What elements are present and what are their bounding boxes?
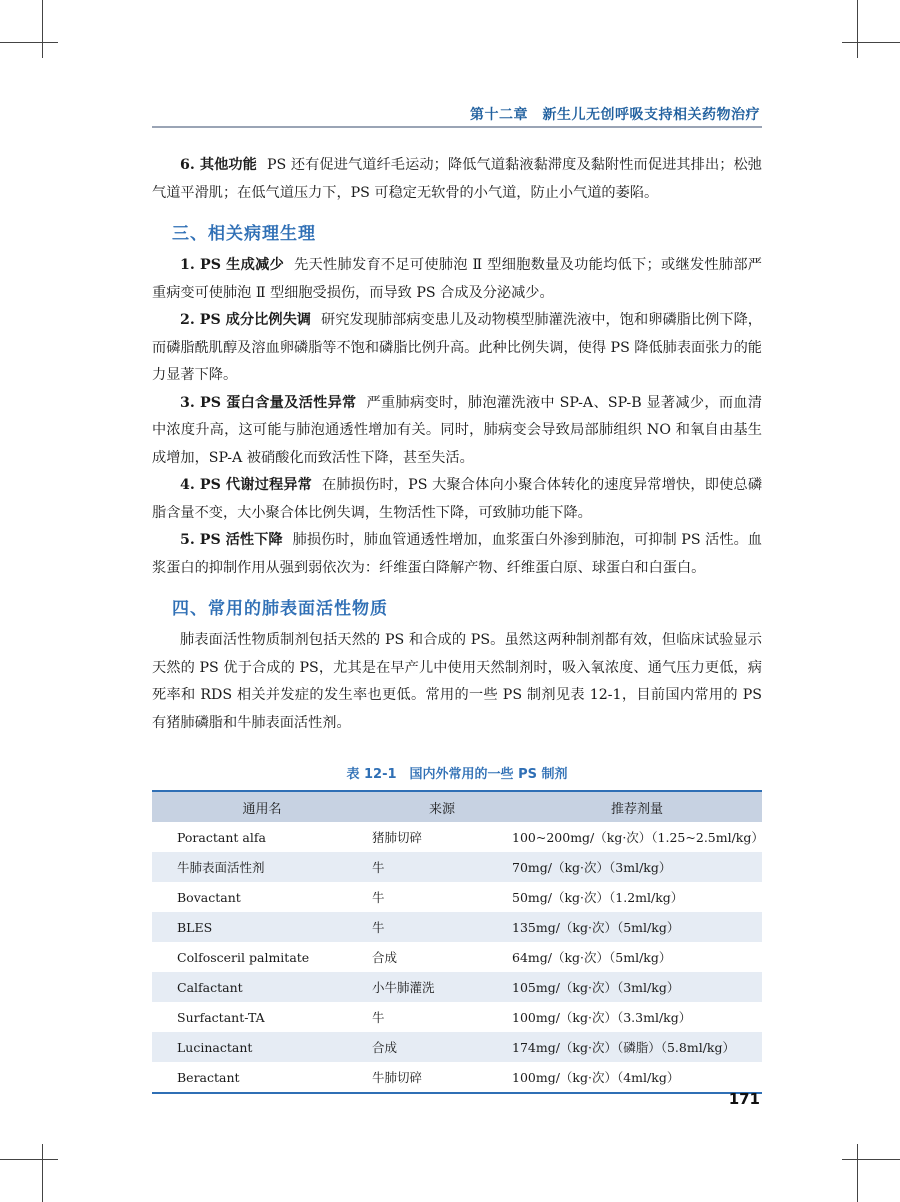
paragraph-label: 6. 其他功能	[180, 157, 257, 173]
cell-source: 合成	[372, 950, 398, 965]
cell-dose: 70mg/（kg·次）（3ml/kg）	[512, 852, 762, 882]
page-content	[152, 152, 762, 1094]
crop-mark-top-left-h	[0, 42, 58, 43]
crop-mark-bottom-left-h	[0, 1159, 58, 1160]
paragraph-item-4	[152, 472, 762, 527]
paragraph-item-3	[152, 390, 762, 473]
paragraph-item-1	[152, 252, 762, 307]
cell-source: 牛	[372, 852, 512, 882]
cell-source: 牛	[372, 912, 512, 942]
paragraph-other-functions	[152, 152, 762, 207]
header-rule	[152, 126, 762, 128]
cell-generic-name: Poractant alfa	[177, 829, 266, 845]
table-row	[152, 912, 762, 942]
cell-source: 牛	[372, 1010, 385, 1025]
paragraph-label: 4. PS 代谢过程异常	[180, 477, 313, 493]
cell-dose: 100mg/（kg·次）（4ml/kg）	[512, 1070, 680, 1085]
paragraph-text: PS 还有促进气道纤毛运动；降低气道黏液黏滞度及黏附性而促进其排出；松弛气道平滑肌；在低气道压力下，PS 可稳定无软骨的小气道，防止小气道的萎陷。	[152, 157, 762, 201]
crop-mark-top-right-h	[842, 42, 900, 43]
column-header-dose: 推荐剂量	[512, 791, 762, 822]
cell-source: 牛	[372, 890, 385, 905]
column-header-source: 来源	[372, 791, 512, 822]
section-heading-pathophysiology: 三、相关病理生理	[172, 224, 316, 244]
paragraph-text: 先天性肺发育不足可使肺泡 Ⅱ 型细胞数量及功能均低下；或继发性肺部严重病变可使肺泡 Ⅱ 型细胞受损伤，而导致 PS 合成及分泌减少。	[152, 257, 762, 301]
paragraph-surfactant-overview: 肺表面活性物质制剂包括天然的 PS 和合成的 PS。虽然这两种制剂都有效，但临床试验显示天然的 PS 优于合成的 PS，尤其是在早产儿中使用天然制剂时，吸入氧浓度、通气压力更低，病死率和 RDS 相关并发症的发生率也更低。常用的一些 PS 制剂见表 12-1，目前国内常用的 PS 有猪肺磷脂和牛肺表面活性剂。	[152, 632, 762, 731]
cell-dose: 100mg/（kg·次）（3.3ml/kg）	[512, 1010, 692, 1025]
paragraph-item-5	[152, 527, 762, 582]
table-row	[152, 1062, 762, 1093]
cell-dose: 50mg/（kg·次）（1.2ml/kg）	[512, 890, 684, 905]
ps-preparations-table	[152, 790, 762, 1094]
paragraph-text: 严重肺病变时，肺泡灌洗液中 SP-A、SP-B 显著减少，而血清中浓度升高，这可能与肺泡通透性增加有关。同时，肺病变会导致局部肺组织 NO 和氧自由基生成增加，SP-A 被硝酸化而致活性下降，甚至失活。	[152, 394, 763, 466]
cell-generic-name: Colfosceril palmitate	[177, 949, 310, 965]
cell-dose: 64mg/（kg·次）（5ml/kg）	[512, 950, 672, 965]
cell-generic-name: Calfactant	[152, 972, 372, 1002]
paragraph-label: 3. PS 蛋白含量及活性异常	[180, 394, 357, 411]
table-row	[152, 972, 762, 1002]
cell-source: 牛肺切碎	[372, 1070, 423, 1085]
table-header-row	[152, 791, 762, 822]
cell-generic-name: Beractant	[177, 1069, 240, 1085]
cell-generic-name: 牛肺表面活性剂	[152, 852, 372, 882]
table-caption: 表 12-1 国内外常用的一些 PS 制剂	[346, 767, 568, 782]
paragraph-text: 在肺损伤时，PS 大聚合体向小聚合体转化的速度异常增快，即使总磷脂含量不变，大小聚合体比例失调，生物活性下降，可致肺功能下降。	[152, 477, 763, 521]
paragraph-text: 研究发现肺部病变患儿及动物模型肺灌洗液中，饱和卵磷脂比例下降，而磷脂酰肌醇及溶血卵磷脂等不饱和磷脂比例升高。此种比例失调，使得 PS 降低肺表面张力的能力显著下降。	[152, 312, 762, 383]
column-header-generic-name: 通用名	[152, 791, 372, 822]
crop-mark-bottom-left-v	[42, 1144, 43, 1202]
cell-source: 猪肺切碎	[372, 830, 423, 845]
cell-dose: 135mg/（kg·次）（5ml/kg）	[512, 912, 762, 942]
crop-mark-top-right-v	[857, 0, 858, 58]
paragraph-label: 1. PS 生成减少	[180, 257, 285, 273]
crop-mark-top-left-v	[42, 0, 43, 58]
cell-source: 合成	[372, 1032, 512, 1062]
table-row	[152, 852, 762, 882]
cell-generic-name: Bovactant	[177, 889, 241, 905]
cell-generic-name: BLES	[152, 912, 372, 942]
paragraph-label: 5. PS 活性下降	[180, 532, 283, 548]
paragraph-label: 2. PS 成分比例失调	[180, 312, 312, 328]
running-header-title: 第十二章 新生儿无创呼吸支持相关药物治疗	[470, 107, 760, 123]
section-heading-common-surfactants: 四、常用的肺表面活性物质	[172, 599, 388, 619]
table-row	[152, 1032, 762, 1062]
paragraph-text: 肺损伤时，肺血管通透性增加，血浆蛋白外渗到肺泡，可抑制 PS 活性。血浆蛋白的抑制作用从强到弱依次为：纤维蛋白降解产物、纤维蛋白原、球蛋白和白蛋白。	[152, 532, 762, 576]
page-number: 171	[728, 1090, 760, 1108]
cell-dose: 100~200mg/（kg·次）（1.25~2.5ml/kg）	[512, 830, 764, 845]
paragraph-item-2	[152, 307, 762, 390]
cell-generic-name: Lucinactant	[152, 1032, 372, 1062]
crop-mark-bottom-right-v	[857, 1144, 858, 1202]
table-row	[152, 942, 762, 972]
table-row	[152, 1002, 762, 1032]
table-row	[152, 882, 762, 912]
crop-mark-bottom-right-h	[842, 1159, 900, 1160]
cell-source: 小牛肺灌洗	[372, 972, 512, 1002]
cell-dose: 105mg/（kg·次）（3ml/kg）	[512, 972, 762, 1002]
cell-generic-name: Surfactant-TA	[177, 1009, 265, 1025]
table-row	[152, 822, 762, 852]
cell-dose: 174mg/（kg·次）（磷脂）（5.8ml/kg）	[512, 1032, 762, 1062]
